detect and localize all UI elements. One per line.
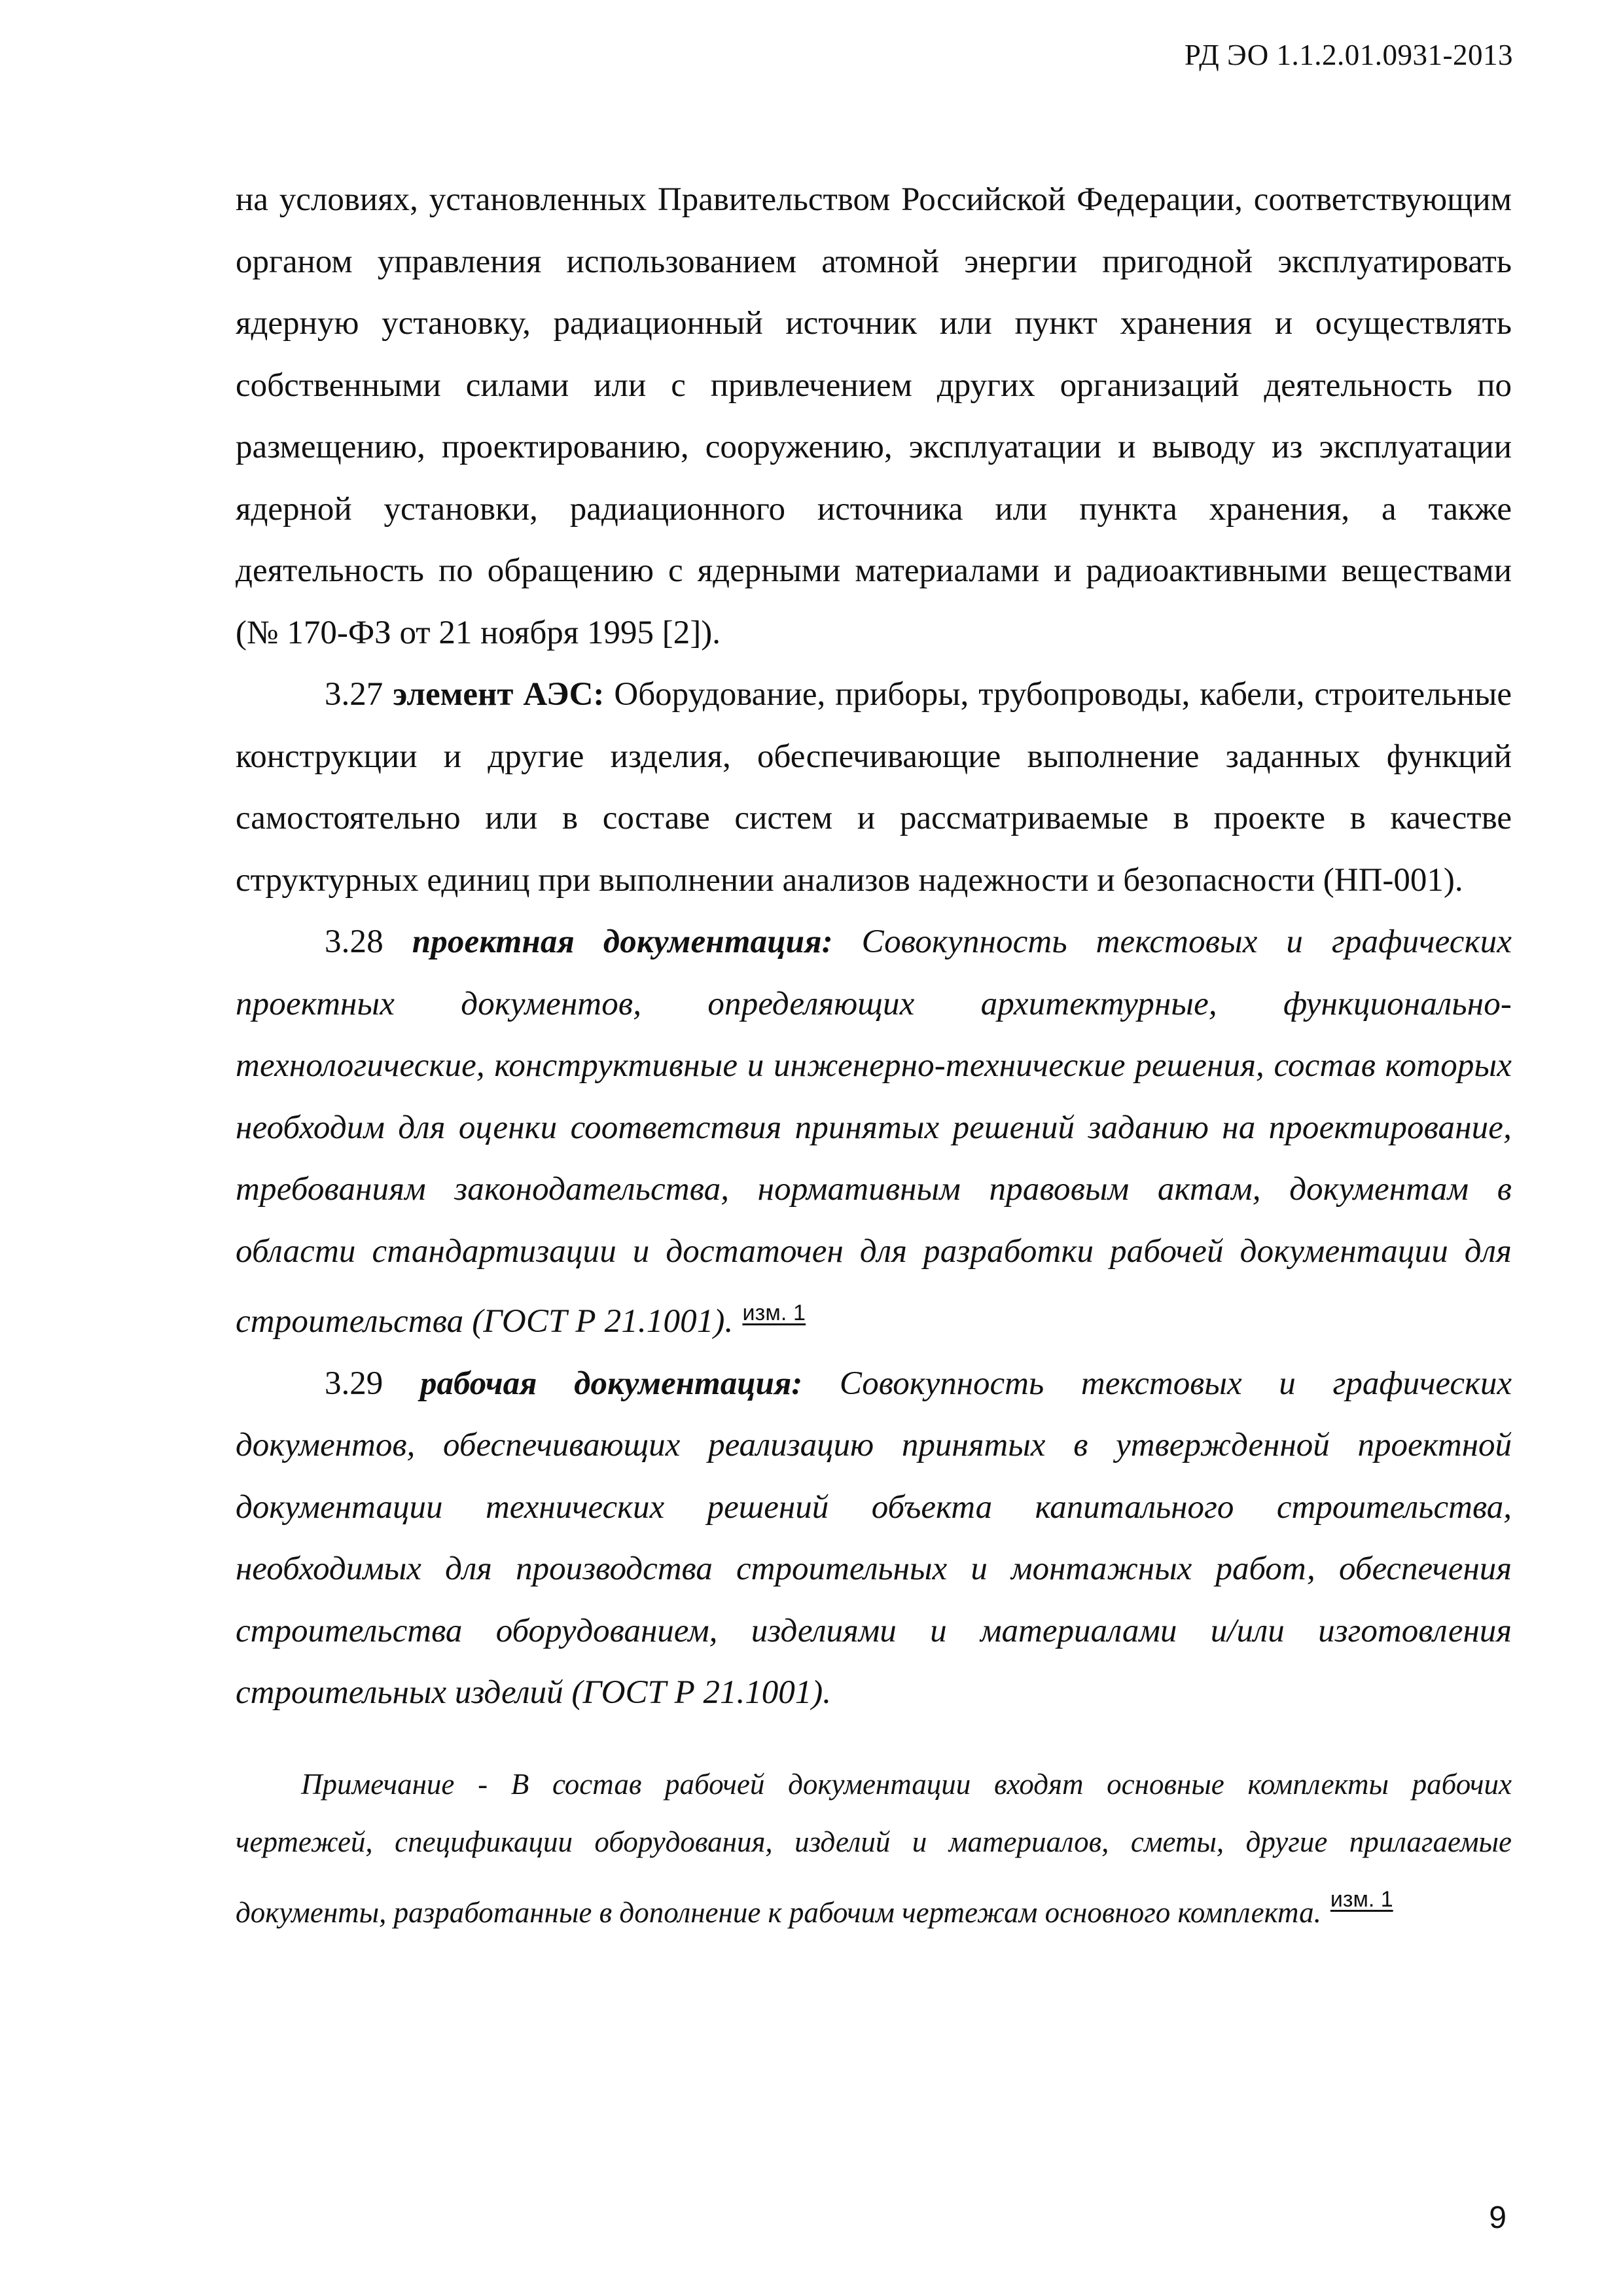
change-mark-link[interactable]: изм. 1 — [742, 1300, 806, 1325]
definition-term: проектная документация: — [412, 924, 833, 960]
definition-term: элемент АЭС: — [393, 676, 605, 713]
note-paragraph — [236, 1755, 1512, 1941]
continued-paragraph: на условиях, установленных Правительством Российской Федерации, соответствующим органом управления использованием атомной энергии пригодной эксплуатировать ядерную установку, радиационный источник или пункт хранения и осуществлять собственными силами или с привлечением других организаций деятельность по размещению, проектированию, сооружению, эксплуатации и выводу из эксплуатации ядерной установки, радиационного источника или пункта хранения, а также деятельность по обращению с ядерными материалами и радиоактивными веществами (№ 170-ФЗ от 21 ноября 1995 [2]). — [236, 181, 1512, 651]
definition-text: Оборудование, приборы, трубопроводы, кабели, строительные конструкции и другие изделия, обеспечивающие выполнение заданных функций самостоятельно или в составе систем и рассматриваемые в проекте в качестве структурных единиц при выполнении анализов надежности и безопасности (НП-001). — [236, 676, 1512, 899]
document-code-header: РД ЭО 1.1.2.01.0931-2013 — [1184, 39, 1513, 71]
definition-text: Совокупность текстовых и графических документов, обеспечивающих реализацию принятых в утвержденной проектной документации технических решений объекта капитального строительства, необходимых для производства строительных и монтажных работ, обеспечения строительства оборудованием, изделиями и материалами и/или изготовления строительных изделий (ГОСТ Р 21.1001). — [236, 1365, 1512, 1711]
change-mark-link[interactable]: изм. 1 — [1330, 1886, 1393, 1912]
definition-3-28 — [236, 911, 1512, 1353]
definition-number: 3.28 — [325, 924, 383, 960]
note-text: Примечание - В состав рабочей документации входят основные комплекты рабочих чертежей, спецификации оборудования, изделий и материалов, сметы, другие прилагаемые документы, разработанные в дополнение к рабочим чертежам основного комплекта. — [236, 1767, 1512, 1929]
definition-number: 3.29 — [325, 1365, 383, 1402]
definition-text: Совокупность текстовых и графических проектных документов, определяющих архитектурные, функционально-технологические, конструктивные и инженерно-технические решения, состав которых необходим для оценки соответствия принятых решений заданию на проектирование, требованиям законодательства, нормативным правовым актам, документам в области стандартизации и достаточен для разработки рабочей документации для строительства (ГОСТ Р 21.1001). — [236, 924, 1512, 1340]
definition-number: 3.27 — [325, 676, 383, 713]
page-body — [236, 169, 1512, 1971]
definition-term: рабочая документация: — [419, 1365, 803, 1402]
page-number: 9 — [1489, 2200, 1507, 2235]
definition-3-29 — [236, 1353, 1512, 1724]
definition-3-27 — [236, 664, 1512, 911]
